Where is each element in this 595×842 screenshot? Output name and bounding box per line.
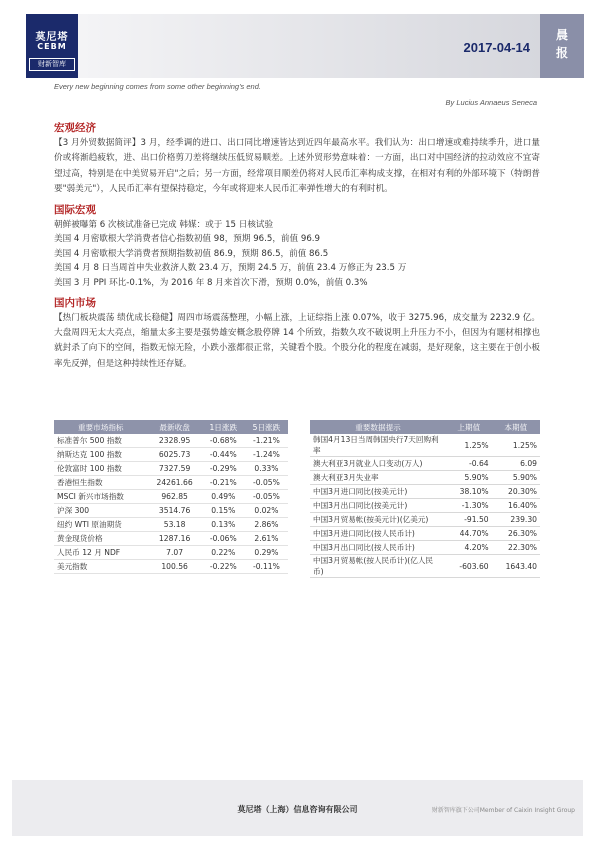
close-value: 7327.59 xyxy=(148,462,202,476)
report-type-char-2: 报 xyxy=(555,46,568,60)
brand-logo xyxy=(26,14,78,78)
report-type-badge xyxy=(540,14,584,78)
footer-company-name: 莫尼塔（上海）信息咨询有限公司 xyxy=(237,805,358,814)
logo-chinese-name: 莫尼塔 xyxy=(35,32,69,43)
previous-value: 1.25% xyxy=(446,434,492,457)
data-item-name: 中国3月出口同比(按美元计) xyxy=(310,499,446,513)
logo-english-name: CEBM xyxy=(37,42,67,51)
change-1d: 0.22% xyxy=(202,546,245,560)
change-1d: -0.29% xyxy=(202,462,245,476)
table-row xyxy=(310,541,540,555)
indicator-name: 伦敦富时 100 指数 xyxy=(54,462,148,476)
close-value: 962.85 xyxy=(148,490,202,504)
report-header xyxy=(0,14,595,78)
epigraph-quote: Every new beginning comes from some other beginning's end. xyxy=(54,82,261,91)
main-content xyxy=(54,118,540,372)
previous-value: -91.50 xyxy=(446,513,492,527)
section-title-international: 国际宏观 xyxy=(54,203,96,216)
table-row xyxy=(54,504,288,518)
table-row xyxy=(310,471,540,485)
change-5d: -1.21% xyxy=(245,434,288,448)
change-5d: -0.11% xyxy=(245,560,288,574)
current-value: 1.25% xyxy=(492,434,540,457)
change-1d: 0.15% xyxy=(202,504,245,518)
table-row xyxy=(54,462,288,476)
page-footer xyxy=(12,780,583,836)
change-1d: 0.13% xyxy=(202,518,245,532)
column-header: 5日涨跌 xyxy=(245,420,288,434)
intl-news-item: 美国 4 月密歇根大学消费者预期指数初值 86.9，预期 86.5，前值 86.5 xyxy=(54,248,329,259)
table-row xyxy=(54,532,288,546)
change-5d: -0.05% xyxy=(245,490,288,504)
indicator-name: 标准普尔 500 指数 xyxy=(54,434,148,448)
previous-value: 38.10% xyxy=(446,485,492,499)
change-5d: -1.24% xyxy=(245,448,288,462)
section-title-domestic: 国内市场 xyxy=(54,296,96,309)
table-row xyxy=(310,499,540,513)
logo-tagline: 财新智库 xyxy=(29,58,75,71)
close-value: 100.56 xyxy=(148,560,202,574)
section-title-macro: 宏观经济 xyxy=(54,122,96,134)
change-1d: -0.06% xyxy=(202,532,245,546)
current-value: 1643.40 xyxy=(492,555,540,578)
change-1d: -0.44% xyxy=(202,448,245,462)
table-row xyxy=(310,555,540,578)
data-item-name: 韩国4月13日当周韩国央行7天回购利率 xyxy=(310,434,446,457)
epigraph-author: By Lucius Annaeus Seneca xyxy=(445,98,537,107)
table-row xyxy=(54,560,288,574)
table-row xyxy=(54,546,288,560)
indicator-name: 纳斯达克 100 指数 xyxy=(54,448,148,462)
previous-value: 4.20% xyxy=(446,541,492,555)
table-row xyxy=(310,457,540,471)
change-5d: 0.33% xyxy=(245,462,288,476)
indicator-name: 黄金现货价格 xyxy=(54,532,148,546)
change-1d: -0.68% xyxy=(202,434,245,448)
change-5d: 2.86% xyxy=(245,518,288,532)
data-item-name: 中国3月进口同比(按美元计) xyxy=(310,485,446,499)
column-header: 上期值 xyxy=(446,420,492,434)
indicator-name: 沪深 300 xyxy=(54,504,148,518)
close-value: 6025.73 xyxy=(148,448,202,462)
column-header: 本期值 xyxy=(492,420,540,434)
column-header: 重要市场指标 xyxy=(54,420,148,434)
table-row xyxy=(310,485,540,499)
close-value: 24261.66 xyxy=(148,476,202,490)
current-value: 20.30% xyxy=(492,485,540,499)
table-row xyxy=(54,518,288,532)
current-value: 6.09 xyxy=(492,457,540,471)
report-date: 2017-04-14 xyxy=(463,40,530,55)
change-1d: -0.22% xyxy=(202,560,245,574)
intl-news-item: 美国 4 月 8 日当周首申失业救济人数 23.4 万，预期 24.5 万，前值 23.4 万修正为 23.5 万 xyxy=(54,263,407,274)
table-row xyxy=(54,448,288,462)
table-row xyxy=(310,513,540,527)
data-item-name: 澳大利亚3月就业人口变动(万人) xyxy=(310,457,446,471)
data-item-name: 中国3月贸易帐(按人民币计)(亿人民币) xyxy=(310,555,446,578)
current-value: 239.30 xyxy=(492,513,540,527)
data-item-name: 中国3月进口同比(按人民币计) xyxy=(310,527,446,541)
current-value: 16.40% xyxy=(492,499,540,513)
indicator-name: 纽约 WTI 原油期货 xyxy=(54,518,148,532)
indicator-name: 香港恒生指数 xyxy=(54,476,148,490)
table-row xyxy=(54,434,288,448)
previous-value: 5.90% xyxy=(446,471,492,485)
table-row xyxy=(54,476,288,490)
macro-paragraph: 【3 月外贸数据简评】3 月，经季调的进口、出口同比增速皆达到近四年最高水平。我们认为：出口增速或难持续季升，进口量价或将渐趋疲软，进、出口价格剪刀差将继续压低贸易顺差。上述外贸形势意味着：一方面，出口对中国经济的拉动效应不宜寄望过高，特别是在中美贸易开启"之后；另一方面，经常项目顺差仍将对人民币汇率构成支撑，在相对有利的外部环境下（特朗普要"弱美元"），人民币汇率有望保持稳定，今年或将迎来人民币汇率弹性增大的有利时机。 xyxy=(54,138,540,195)
market-indicators-table xyxy=(54,420,288,574)
intl-news-item: 朝鲜被曝第 6 次核试准备已完成 韩媒：或于 15 日核试验 xyxy=(54,219,274,230)
current-value: 22.30% xyxy=(492,541,540,555)
previous-value: -1.30% xyxy=(446,499,492,513)
close-value: 3514.76 xyxy=(148,504,202,518)
close-value: 53.18 xyxy=(148,518,202,532)
header-banner xyxy=(78,14,540,78)
current-value: 26.30% xyxy=(492,527,540,541)
previous-value: 44.70% xyxy=(446,527,492,541)
close-value: 7.07 xyxy=(148,546,202,560)
change-5d: 0.29% xyxy=(245,546,288,560)
column-header: 1日涨跌 xyxy=(202,420,245,434)
report-type-char-1: 晨 xyxy=(555,28,568,42)
intl-news-item: 美国 3 月 PPI 环比-0.1%，为 2016 年 8 月来首次下滑，预期 0.0%，前值 0.3% xyxy=(54,278,368,288)
indicator-name: MSCI 新兴市场指数 xyxy=(54,490,148,504)
table-row xyxy=(310,434,540,457)
data-item-name: 澳大利亚3月失业率 xyxy=(310,471,446,485)
table-header-row xyxy=(54,420,288,434)
footer-group-note: 财新智库旗下公司Member of Caixin Insight Group xyxy=(431,807,575,814)
table-row xyxy=(310,527,540,541)
indicator-name: 人民币 12 月 NDF xyxy=(54,546,148,560)
close-value: 1287.16 xyxy=(148,532,202,546)
data-item-name: 中国3月出口同比(按人民币计) xyxy=(310,541,446,555)
key-data-table xyxy=(310,420,540,578)
previous-value: -603.60 xyxy=(446,555,492,578)
change-1d: 0.49% xyxy=(202,490,245,504)
close-value: 2328.95 xyxy=(148,434,202,448)
table-row xyxy=(54,490,288,504)
domestic-paragraph: 【热门板块震荡 绩优成长稳健】周四市场震荡整理，小幅上涨，上证综指上涨 0.07%，收于 3275.96，成交量为 2232.9 亿。大盘周四无太大亮点，缩量太多主要是强势雄安概念股停牌 14 个所致，指数久攻不破说明上升压力不小，但因为有题材相撑也就封杀了向下的空间，指数无惊无险，小跌小涨都很正常，关键看个股。个股分化的程度在减弱，是好现象，这主要在于创小板率先反弹，但是这种持续性还存疑。 xyxy=(54,312,540,369)
change-5d: -0.05% xyxy=(245,476,288,490)
intl-news-item: 美国 4 月密歇根大学消费者信心指数初值 98，预期 96.5，前值 96.9 xyxy=(54,234,320,245)
change-5d: 0.02% xyxy=(245,504,288,518)
column-header: 最新收盘 xyxy=(148,420,202,434)
previous-value: -0.64 xyxy=(446,457,492,471)
change-1d: -0.21% xyxy=(202,476,245,490)
change-5d: 2.61% xyxy=(245,532,288,546)
data-item-name: 中国3月贸易帐(按美元计)(亿美元) xyxy=(310,513,446,527)
current-value: 5.90% xyxy=(492,471,540,485)
table-header-row xyxy=(310,420,540,434)
column-header: 重要数据提示 xyxy=(310,420,446,434)
indicator-name: 美元指数 xyxy=(54,560,148,574)
